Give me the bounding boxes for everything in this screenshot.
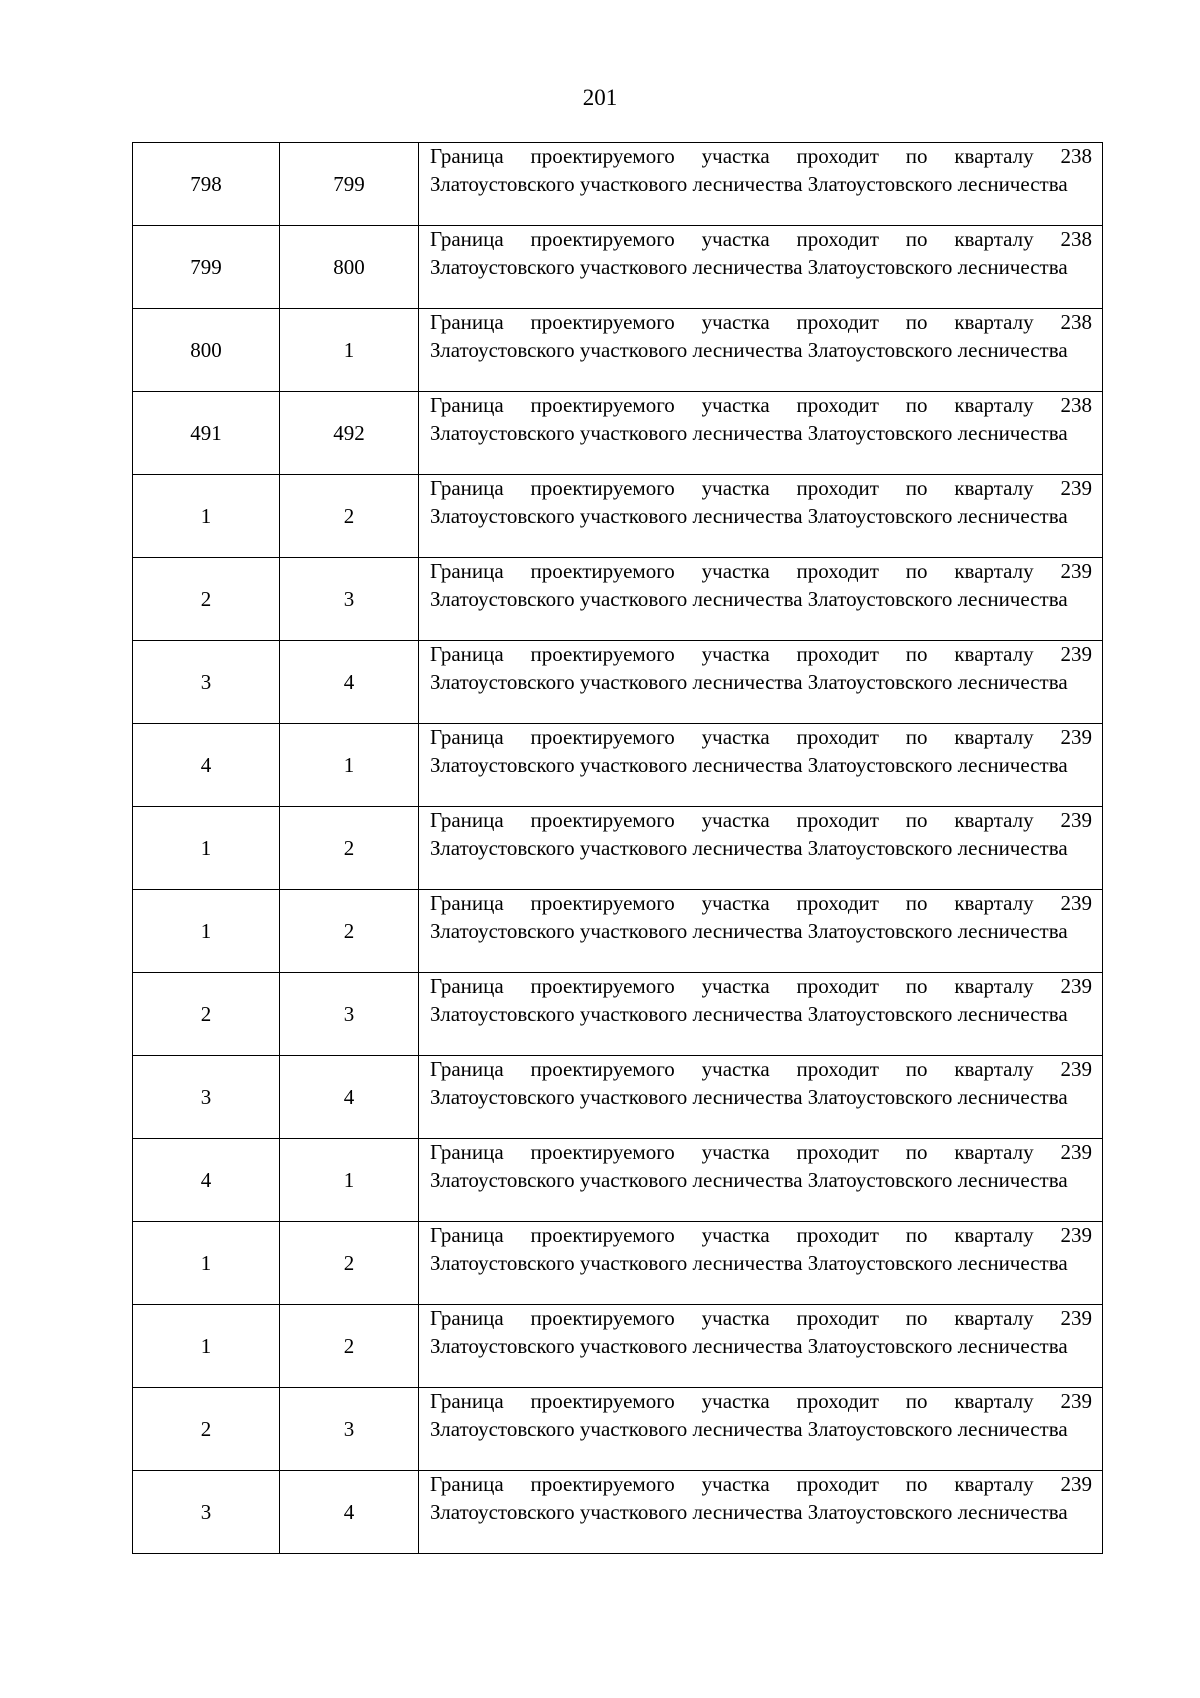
boundary-description-cell [419, 973, 1103, 1056]
boundary-description-text: Граница проектируемого участка проходит по кварталу 239 Златоустовского участкового лесничества Златоустовского лесничества [430, 891, 1092, 943]
point-from-cell: 1 [133, 807, 280, 890]
boundary-description-cell [419, 143, 1103, 226]
point-to-cell: 800 [280, 226, 419, 309]
table-row [133, 724, 1103, 807]
boundary-description-cell [419, 807, 1103, 890]
table-row [133, 392, 1103, 475]
table-row [133, 807, 1103, 890]
table-row [133, 1388, 1103, 1471]
table-row [133, 1471, 1103, 1554]
boundary-description-text: Граница проектируемого участка проходит по кварталу 239 Златоустовского участкового лесничества Златоустовского лесничества [430, 642, 1092, 694]
boundary-description-cell [419, 558, 1103, 641]
boundary-description-text: Граница проектируемого участка проходит по кварталу 239 Златоустовского участкового лесничества Златоустовского лесничества [430, 1306, 1092, 1358]
table-row [133, 309, 1103, 392]
boundary-description-cell [419, 392, 1103, 475]
point-to-cell: 1 [280, 1139, 419, 1222]
point-from-cell: 1 [133, 890, 280, 973]
point-to-cell: 4 [280, 1471, 419, 1554]
boundary-description-text: Граница проектируемого участка проходит по кварталу 239 Златоустовского участкового лесничества Златоустовского лесничества [430, 1223, 1092, 1275]
table-body [133, 143, 1103, 1554]
boundary-table [132, 142, 1103, 1554]
boundary-description-cell [419, 1222, 1103, 1305]
point-to-cell: 4 [280, 641, 419, 724]
boundary-description-cell [419, 1139, 1103, 1222]
point-from-cell: 491 [133, 392, 280, 475]
point-to-cell: 799 [280, 143, 419, 226]
point-from-cell: 4 [133, 1139, 280, 1222]
boundary-description-cell [419, 1305, 1103, 1388]
point-to-cell: 3 [280, 973, 419, 1056]
table-row [133, 226, 1103, 309]
point-to-cell: 2 [280, 807, 419, 890]
point-from-cell: 2 [133, 558, 280, 641]
point-to-cell: 2 [280, 475, 419, 558]
boundary-description-cell [419, 226, 1103, 309]
boundary-description-text: Граница проектируемого участка проходит по кварталу 239 Златоустовского участкового лесничества Златоустовского лесничества [430, 1389, 1092, 1441]
point-to-cell: 1 [280, 309, 419, 392]
boundary-description-text: Граница проектируемого участка проходит по кварталу 238 Златоустовского участкового лесничества Златоустовского лесничества [430, 227, 1092, 279]
point-to-cell: 4 [280, 1056, 419, 1139]
boundary-description-text: Граница проектируемого участка проходит по кварталу 238 Златоустовского участкового лесничества Златоустовского лесничества [430, 393, 1092, 445]
point-from-cell: 799 [133, 226, 280, 309]
table-row [133, 475, 1103, 558]
boundary-description-cell [419, 1471, 1103, 1554]
point-from-cell: 1 [133, 1222, 280, 1305]
boundary-description-cell [419, 309, 1103, 392]
boundary-description-cell [419, 475, 1103, 558]
point-to-cell: 3 [280, 558, 419, 641]
point-from-cell: 2 [133, 1388, 280, 1471]
point-from-cell: 3 [133, 641, 280, 724]
point-to-cell: 2 [280, 1305, 419, 1388]
table-row [133, 143, 1103, 226]
table-row [133, 973, 1103, 1056]
boundary-description-cell [419, 641, 1103, 724]
point-from-cell: 2 [133, 973, 280, 1056]
point-from-cell: 4 [133, 724, 280, 807]
point-to-cell: 3 [280, 1388, 419, 1471]
point-to-cell: 492 [280, 392, 419, 475]
point-from-cell: 800 [133, 309, 280, 392]
point-from-cell: 3 [133, 1056, 280, 1139]
boundary-description-cell [419, 890, 1103, 973]
table-row [133, 1139, 1103, 1222]
page-number: 201 [582, 85, 618, 110]
boundary-description-text: Граница проектируемого участка проходит по кварталу 238 Златоустовского участкового лесничества Златоустовского лесничества [430, 144, 1092, 196]
point-to-cell: 2 [280, 890, 419, 973]
boundary-description-text: Граница проектируемого участка проходит по кварталу 239 Златоустовского участкового лесничества Златоустовского лесничества [430, 808, 1092, 860]
boundary-description-cell [419, 1056, 1103, 1139]
boundary-description-text: Граница проектируемого участка проходит по кварталу 239 Златоустовского участкового лесничества Златоустовского лесничества [430, 559, 1092, 611]
table-row [133, 558, 1103, 641]
boundary-description-text: Граница проектируемого участка проходит по кварталу 239 Златоустовского участкового лесничества Златоустовского лесничества [430, 476, 1092, 528]
table-row [133, 1222, 1103, 1305]
point-from-cell: 1 [133, 475, 280, 558]
table-row [133, 641, 1103, 724]
boundary-description-text: Граница проектируемого участка проходит по кварталу 238 Златоустовского участкового лесничества Златоустовского лесничества [430, 310, 1092, 362]
boundary-description-cell [419, 1388, 1103, 1471]
point-from-cell: 3 [133, 1471, 280, 1554]
boundary-description-text: Граница проектируемого участка проходит по кварталу 239 Златоустовского участкового лесничества Златоустовского лесничества [430, 1140, 1092, 1192]
boundary-description-text: Граница проектируемого участка проходит по кварталу 239 Златоустовского участкового лесничества Златоустовского лесничества [430, 725, 1092, 777]
table-row [133, 1056, 1103, 1139]
point-from-cell: 1 [133, 1305, 280, 1388]
point-from-cell: 798 [133, 143, 280, 226]
boundary-description-cell [419, 724, 1103, 807]
point-to-cell: 2 [280, 1222, 419, 1305]
boundary-description-text: Граница проектируемого участка проходит по кварталу 239 Златоустовского участкового лесничества Златоустовского лесничества [430, 1472, 1092, 1524]
point-to-cell: 1 [280, 724, 419, 807]
boundary-description-text: Граница проектируемого участка проходит по кварталу 239 Златоустовского участкового лесничества Златоустовского лесничества [430, 1057, 1092, 1109]
table-row [133, 890, 1103, 973]
boundary-description-text: Граница проектируемого участка проходит по кварталу 239 Златоустовского участкового лесничества Златоустовского лесничества [430, 974, 1092, 1026]
table-row [133, 1305, 1103, 1388]
